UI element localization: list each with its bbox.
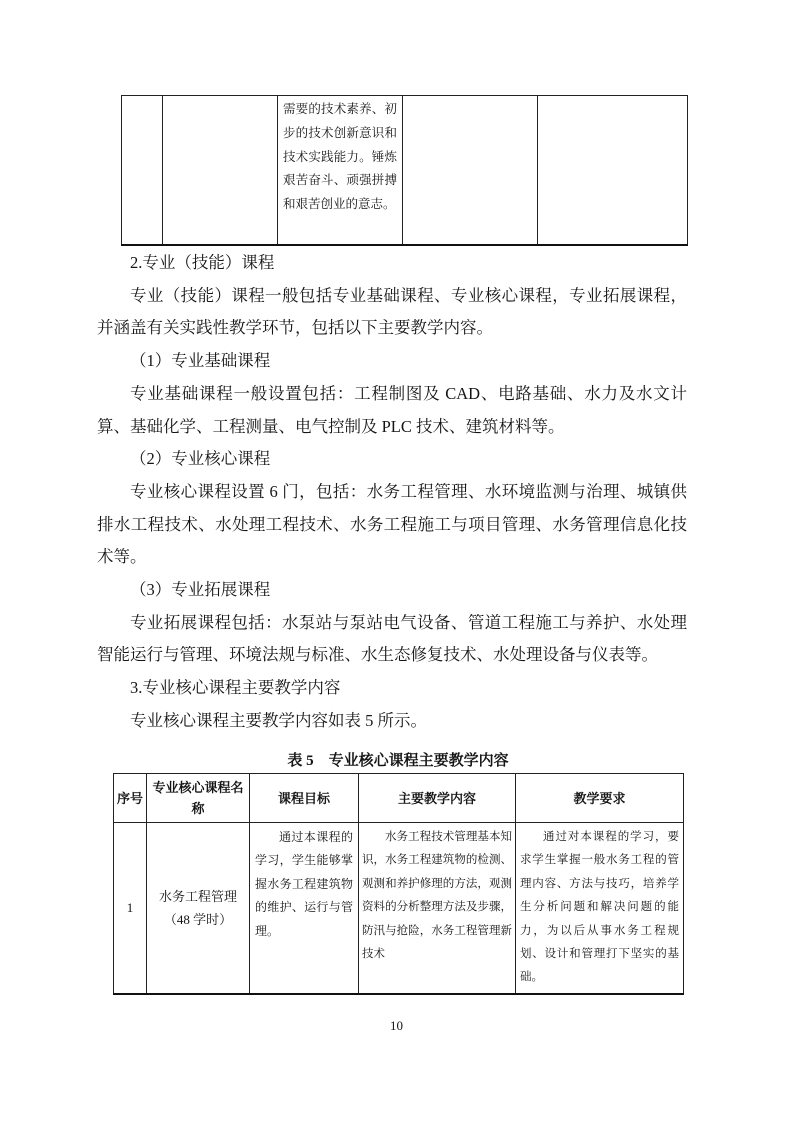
table5-caption: 表 5 专业核心课程主要教学内容: [287, 753, 509, 769]
body-text-block: [97, 247, 687, 738]
table-continuation: [121, 95, 688, 246]
heading-extension-courses: （3）专业拓展课程: [130, 580, 271, 600]
cell-course-name: 水务工程管理（48 学时）: [147, 823, 250, 994]
table-row: [122, 96, 688, 246]
empty-cell: [163, 96, 278, 246]
paragraph: 专业核心课程主要教学内容如表 5 所示。: [130, 710, 427, 730]
header-requirement: 教学要求: [516, 774, 684, 823]
cell-content: 水务工程技术管理基本知识，水务工程建筑物的检测、观测和养护修理的方法，观测资料的分析整理方法及步骤，防汛与抢险，水务工程管理新技术: [359, 823, 516, 994]
cell-objective: 通过本课程的学习，学生能够掌握水务工程建筑物的维护、运行与管理。: [250, 823, 359, 994]
header-course-name: 专业核心课程名称: [147, 774, 250, 823]
paragraph: 专业（技能）课程一般包括专业基础课程、专业核心课程，专业拓展课程，并涵盖有关实践性教学环节，包括以下主要教学内容。: [97, 285, 687, 338]
page-number: 10: [390, 1018, 403, 1033]
paragraph: 专业核心课程设置 6 门，包括：水务工程管理、水环境监测与治理、城镇供排水工程技术、水处理工程技术、水务工程施工与项目管理、水务管理信息化技术等。: [97, 481, 687, 567]
cell-no: 1: [114, 823, 147, 994]
heading-basic-courses: （1）专业基础课程: [130, 351, 271, 371]
paragraph: 专业基础课程一般设置包括：工程制图及 CAD、电路基础、水力及水文计算、基础化学、工程测量、电气控制及 PLC 技术、建筑材料等。: [97, 383, 687, 436]
empty-cell: [538, 96, 688, 246]
header-objective: 课程目标: [250, 774, 359, 823]
empty-cell: [122, 96, 163, 246]
table-continuation-fragment: [121, 95, 688, 246]
table5-wrapper: [113, 773, 684, 995]
header-content: 主要教学内容: [359, 774, 516, 823]
table5-row-1: [114, 823, 684, 994]
header-no: 序号: [114, 774, 147, 823]
table5-header-row: [114, 774, 684, 823]
empty-cell: [403, 96, 538, 246]
heading-core-course-content: 3.专业核心课程主要教学内容: [130, 678, 341, 698]
heading-professional-skill-courses: 2.专业（技能）课程: [130, 253, 275, 272]
table5: [113, 773, 684, 995]
cell-requirement: 通过对本课程的学习，要求学生掌握一般水务工程的管理内容、方法与技巧，培养学生分析问题和解决问题的能力，为以后从事水务工程规划、设计和管理打下坚实的基础。: [516, 823, 684, 994]
continued-text-cell: 需要的技术素养、初步的技术创新意识和技术实践能力。锤炼艰苦奋斗、顽强拼搏和艰苦创业的意志。: [278, 96, 403, 246]
heading-core-courses: （2）专业核心课程: [130, 449, 271, 469]
paragraph: 专业拓展课程包括：水泵站与泵站电气设备、管道工程施工与养护、水处理智能运行与管理、环境法规与标准、水生态修复技术、水处理设备与仪表等。: [97, 612, 687, 665]
